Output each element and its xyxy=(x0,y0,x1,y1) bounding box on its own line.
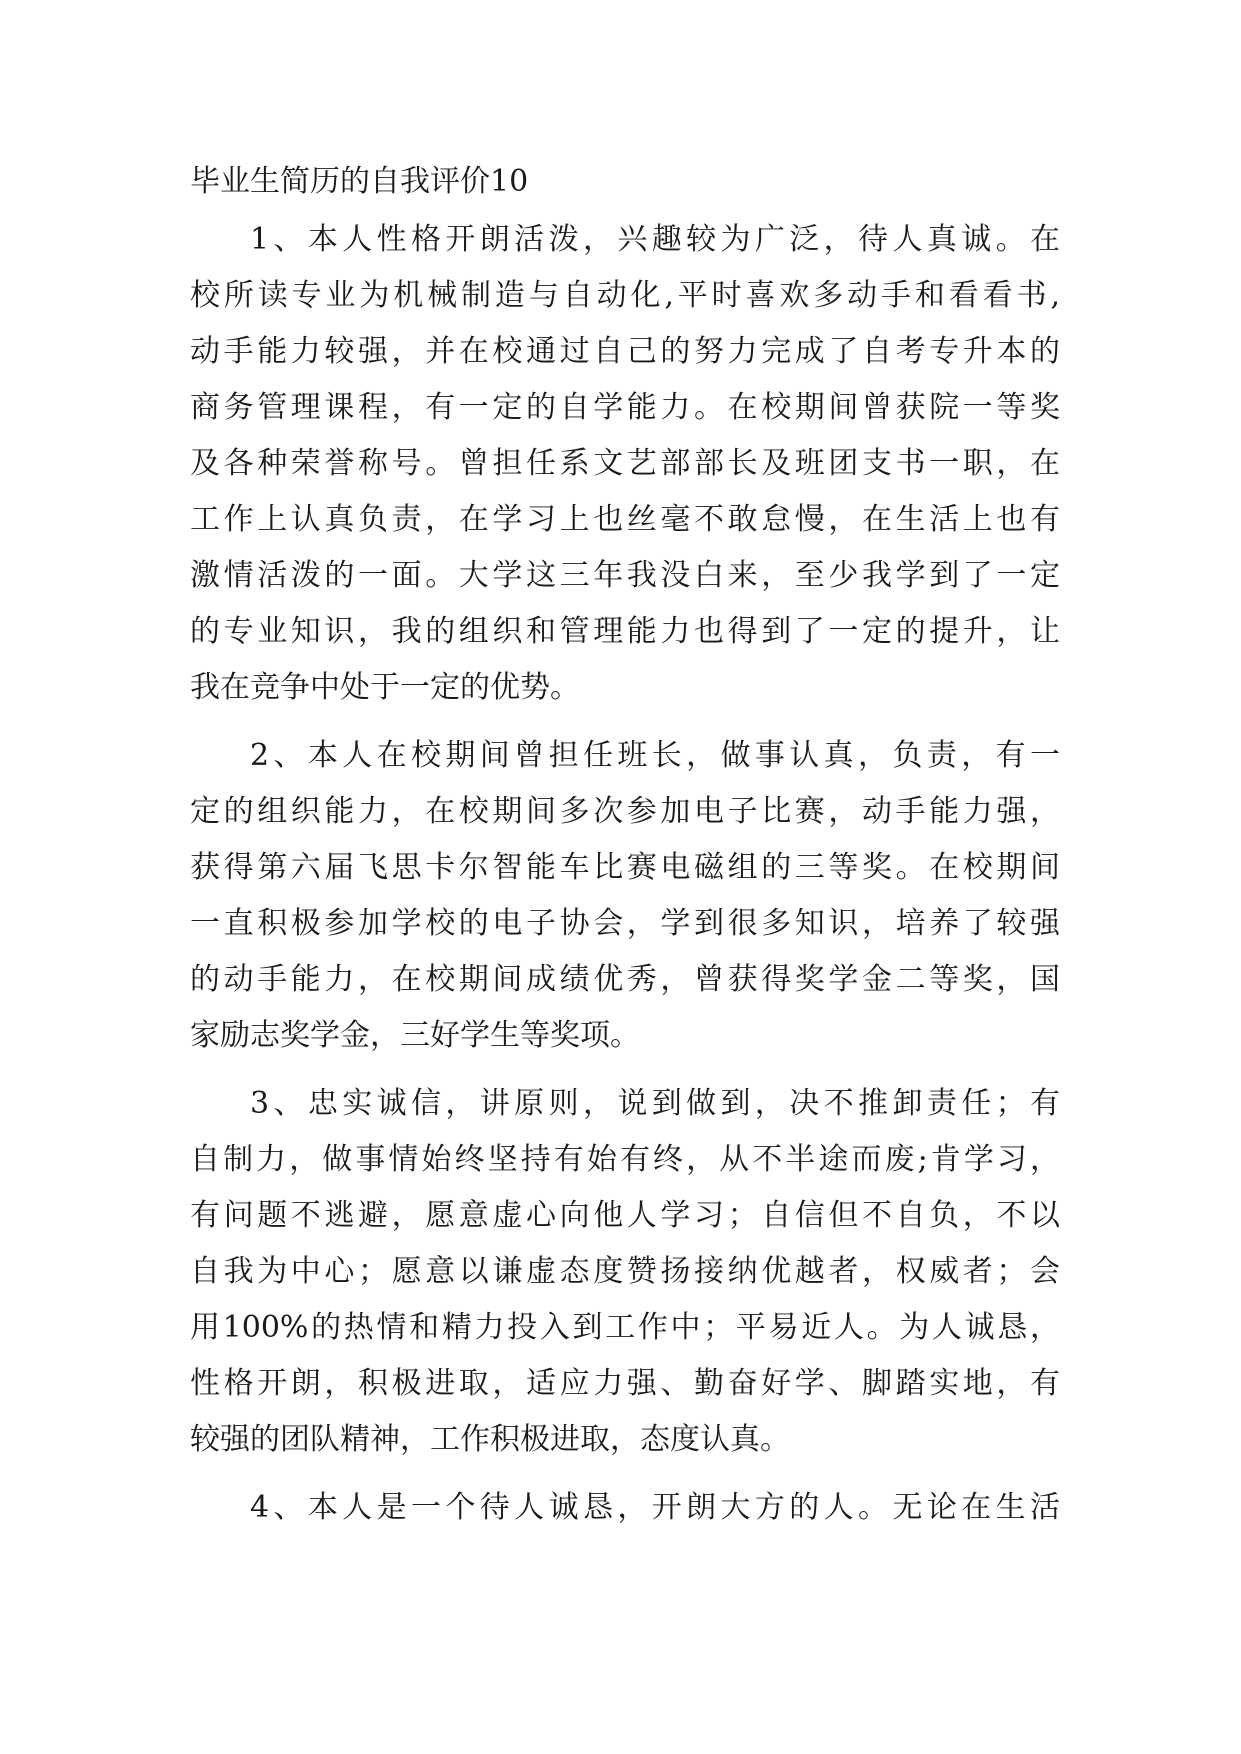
paragraph-3-line-2: 自制力，做事情始终坚持有始有终，从不半途而废;肯学习， xyxy=(190,1142,1060,1177)
paragraph-1-line-1: 1、本人性格开朗活泼，兴趣较为广泛，待人真诚。在 xyxy=(250,222,1060,257)
paragraph-1-line-2: 校所读专业为机械制造与自动化,平时喜欢多动手和看看书, xyxy=(190,278,1060,313)
paragraph-2-line-4: 一直积极参加学校的电子协会，学到很多知识，培养了较强 xyxy=(190,906,1060,941)
paragraph-2-line-6: 家励志奖学金，三好学生等奖项。 xyxy=(190,1018,640,1053)
document-title: 毕业生简历的自我评价10 xyxy=(190,164,529,199)
paragraph-2-line-1: 2、本人在校期间曾担任班长，做事认真，负责，有一 xyxy=(250,738,1060,773)
paragraph-3-line-7: 较强的团队精神，工作积极进取，态度认真。 xyxy=(190,1422,790,1457)
paragraph-1-line-8: 的专业知识，我的组织和管理能力也得到了一定的提升，让 xyxy=(190,614,1060,649)
paragraph-3-line-4: 自我为中心；愿意以谦虚态度赞扬接纳优越者，权威者；会 xyxy=(190,1254,1060,1289)
paragraph-1-line-5: 及各种荣誉称号。曾担任系文艺部部长及班团支书一职，在 xyxy=(190,446,1060,481)
paragraph-1-line-4: 商务管理课程，有一定的自学能力。在校期间曾获院一等奖 xyxy=(190,390,1060,425)
paragraph-1-line-3: 动手能力较强，并在校通过自己的努力完成了自考专升本的 xyxy=(190,334,1060,369)
paragraph-3-line-6: 性格开朗，积极进取，适应力强、勤奋好学、脚踏实地，有 xyxy=(190,1366,1060,1401)
paragraph-2-line-5: 的动手能力，在校期间成绩优秀，曾获得奖学金二等奖，国 xyxy=(190,962,1060,997)
paragraph-3-line-3: 有问题不逃避，愿意虚心向他人学习；自信但不自负，不以 xyxy=(190,1198,1060,1233)
paragraph-4-line-1: 4、本人是一个待人诚恳，开朗大方的人。无论在生活 xyxy=(250,1490,1060,1525)
paragraph-3-line-5: 用100%的热情和精力投入到工作中；平易近人。为人诚恳， xyxy=(190,1310,1060,1345)
paragraph-2-line-2: 定的组织能力，在校期间多次参加电子比赛，动手能力强， xyxy=(190,794,1060,829)
paragraph-1-line-7: 激情活泼的一面。大学这三年我没白来，至少我学到了一定 xyxy=(190,558,1060,593)
paragraph-1-line-6: 工作上认真负责，在学习上也丝毫不敢怠慢，在生活上也有 xyxy=(190,502,1060,537)
paragraph-2-line-3: 获得第六届飞思卡尔智能车比赛电磁组的三等奖。在校期间 xyxy=(190,850,1060,885)
paragraph-1-line-9: 我在竞争中处于一定的优势。 xyxy=(190,670,580,705)
paragraph-3-line-1: 3、忠实诚信，讲原则，说到做到，决不推卸责任；有 xyxy=(250,1086,1060,1121)
